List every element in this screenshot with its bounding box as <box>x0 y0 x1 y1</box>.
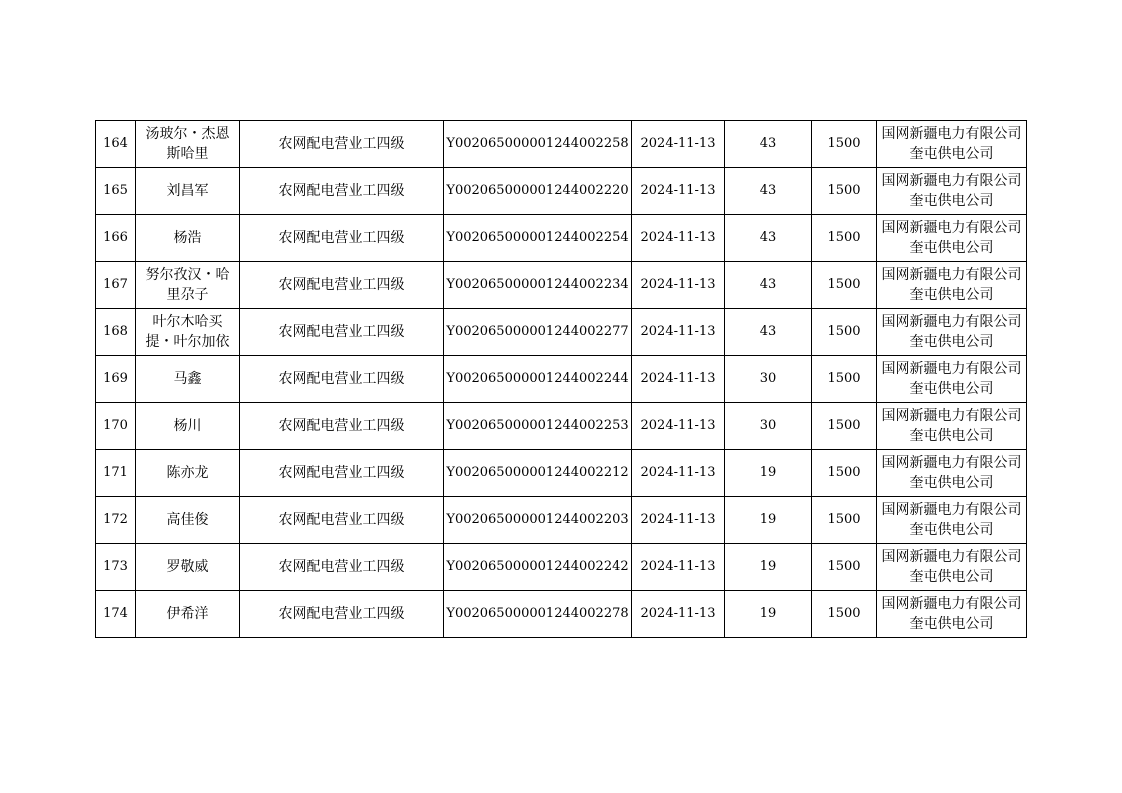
hours-value: 19 <box>725 497 812 544</box>
amount-value: 1500 <box>812 356 877 403</box>
hours-value: 43 <box>725 309 812 356</box>
amount-value: 1500 <box>812 262 877 309</box>
certificate-number: Y002065000001244002277 <box>444 309 632 356</box>
amount-value: 1500 <box>812 309 877 356</box>
certificate-number: Y002065000001244002244 <box>444 356 632 403</box>
table-row <box>96 262 1027 309</box>
hours-value: 30 <box>725 403 812 450</box>
row-number: 172 <box>96 497 136 544</box>
amount-value: 1500 <box>812 544 877 591</box>
organization: 国网新疆电力有限公司奎屯供电公司 <box>877 168 1027 215</box>
person-name: 汤玻尔・杰恩斯哈里 <box>136 121 240 168</box>
issue-date: 2024-11-13 <box>632 591 725 638</box>
issue-date: 2024-11-13 <box>632 121 725 168</box>
organization: 国网新疆电力有限公司奎屯供电公司 <box>877 544 1027 591</box>
certificate-number: Y002065000001244002220 <box>444 168 632 215</box>
job-type: 农网配电营业工四级 <box>240 356 444 403</box>
row-number: 166 <box>96 215 136 262</box>
certificate-number: Y002065000001244002253 <box>444 403 632 450</box>
person-name: 杨川 <box>136 403 240 450</box>
organization: 国网新疆电力有限公司奎屯供电公司 <box>877 403 1027 450</box>
amount-value: 1500 <box>812 121 877 168</box>
hours-value: 43 <box>725 262 812 309</box>
table-row <box>96 356 1027 403</box>
row-number: 165 <box>96 168 136 215</box>
person-name: 马鑫 <box>136 356 240 403</box>
organization: 国网新疆电力有限公司奎屯供电公司 <box>877 215 1027 262</box>
issue-date: 2024-11-13 <box>632 497 725 544</box>
job-type: 农网配电营业工四级 <box>240 168 444 215</box>
certificate-number: Y002065000001244002242 <box>444 544 632 591</box>
issue-date: 2024-11-13 <box>632 309 725 356</box>
table-row <box>96 591 1027 638</box>
organization: 国网新疆电力有限公司奎屯供电公司 <box>877 309 1027 356</box>
person-name: 叶尔木哈买提・叶尔加依 <box>136 309 240 356</box>
row-number: 170 <box>96 403 136 450</box>
organization: 国网新疆电力有限公司奎屯供电公司 <box>877 450 1027 497</box>
issue-date: 2024-11-13 <box>632 450 725 497</box>
job-type: 农网配电营业工四级 <box>240 121 444 168</box>
hours-value: 43 <box>725 168 812 215</box>
table-row <box>96 450 1027 497</box>
organization: 国网新疆电力有限公司奎屯供电公司 <box>877 591 1027 638</box>
roster-table <box>95 120 1027 638</box>
amount-value: 1500 <box>812 591 877 638</box>
row-number: 164 <box>96 121 136 168</box>
hours-value: 30 <box>725 356 812 403</box>
row-number: 174 <box>96 591 136 638</box>
table-row <box>96 121 1027 168</box>
row-number: 168 <box>96 309 136 356</box>
certificate-number: Y002065000001244002254 <box>444 215 632 262</box>
job-type: 农网配电营业工四级 <box>240 591 444 638</box>
table-row <box>96 309 1027 356</box>
person-name: 努尔孜汉・哈里尕子 <box>136 262 240 309</box>
person-name: 高佳俊 <box>136 497 240 544</box>
hours-value: 19 <box>725 450 812 497</box>
person-name: 杨浩 <box>136 215 240 262</box>
issue-date: 2024-11-13 <box>632 215 725 262</box>
certificate-number: Y002065000001244002203 <box>444 497 632 544</box>
person-name: 伊希洋 <box>136 591 240 638</box>
person-name: 陈亦龙 <box>136 450 240 497</box>
organization: 国网新疆电力有限公司奎屯供电公司 <box>877 121 1027 168</box>
job-type: 农网配电营业工四级 <box>240 497 444 544</box>
organization: 国网新疆电力有限公司奎屯供电公司 <box>877 497 1027 544</box>
table-row <box>96 497 1027 544</box>
amount-value: 1500 <box>812 497 877 544</box>
certificate-number: Y002065000001244002212 <box>444 450 632 497</box>
job-type: 农网配电营业工四级 <box>240 262 444 309</box>
amount-value: 1500 <box>812 450 877 497</box>
job-type: 农网配电营业工四级 <box>240 309 444 356</box>
job-type: 农网配电营业工四级 <box>240 215 444 262</box>
person-name: 罗敬威 <box>136 544 240 591</box>
amount-value: 1500 <box>812 168 877 215</box>
job-type: 农网配电营业工四级 <box>240 450 444 497</box>
hours-value: 19 <box>725 544 812 591</box>
table-row <box>96 544 1027 591</box>
issue-date: 2024-11-13 <box>632 544 725 591</box>
amount-value: 1500 <box>812 215 877 262</box>
table-row <box>96 403 1027 450</box>
hours-value: 43 <box>725 215 812 262</box>
row-number: 169 <box>96 356 136 403</box>
table-row <box>96 215 1027 262</box>
hours-value: 19 <box>725 591 812 638</box>
amount-value: 1500 <box>812 403 877 450</box>
job-type: 农网配电营业工四级 <box>240 403 444 450</box>
table-row <box>96 168 1027 215</box>
certificate-number: Y002065000001244002234 <box>444 262 632 309</box>
organization: 国网新疆电力有限公司奎屯供电公司 <box>877 356 1027 403</box>
issue-date: 2024-11-13 <box>632 168 725 215</box>
organization: 国网新疆电力有限公司奎屯供电公司 <box>877 262 1027 309</box>
job-type: 农网配电营业工四级 <box>240 544 444 591</box>
hours-value: 43 <box>725 121 812 168</box>
certificate-number: Y002065000001244002258 <box>444 121 632 168</box>
row-number: 173 <box>96 544 136 591</box>
issue-date: 2024-11-13 <box>632 403 725 450</box>
issue-date: 2024-11-13 <box>632 262 725 309</box>
person-name: 刘昌军 <box>136 168 240 215</box>
row-number: 167 <box>96 262 136 309</box>
issue-date: 2024-11-13 <box>632 356 725 403</box>
certificate-number: Y002065000001244002278 <box>444 591 632 638</box>
row-number: 171 <box>96 450 136 497</box>
